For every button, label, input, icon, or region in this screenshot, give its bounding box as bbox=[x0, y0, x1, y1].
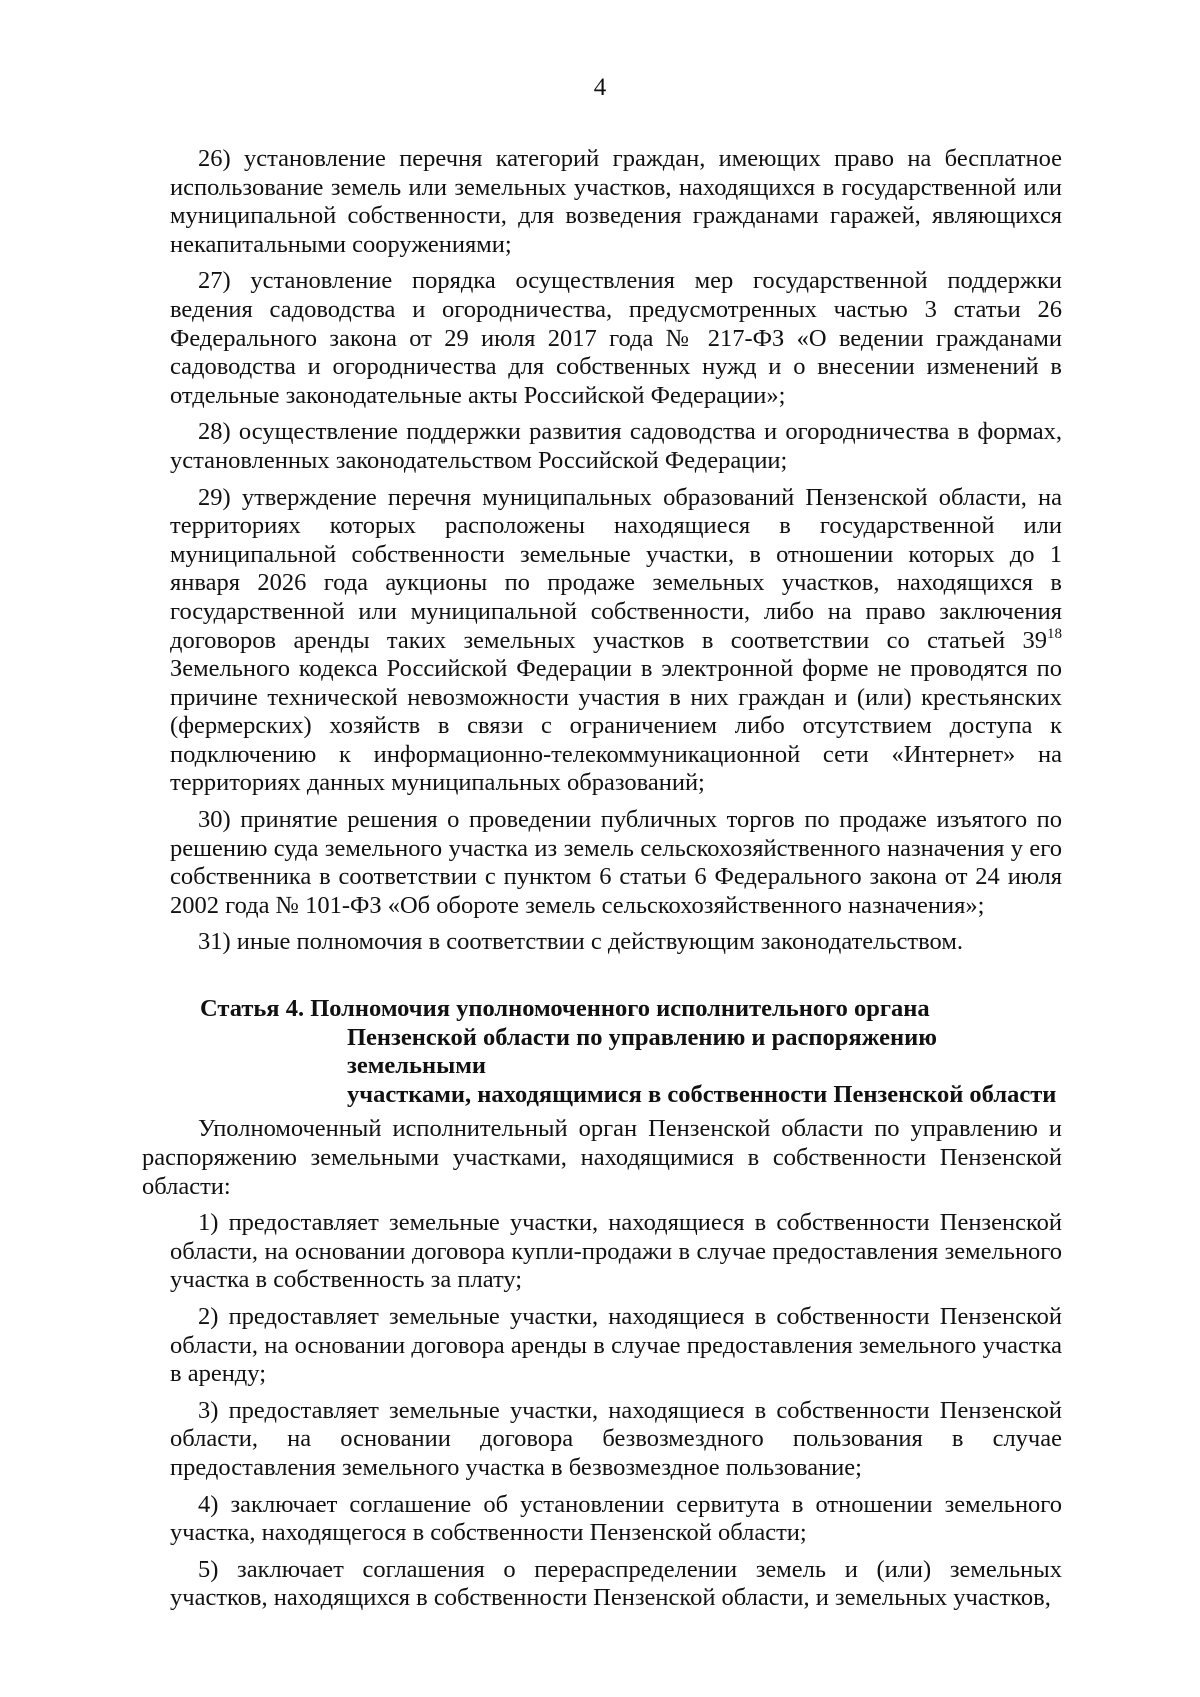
item-29-superscript: 18 bbox=[1047, 625, 1062, 642]
list-item-text: 28) осуществление поддержки развития садоводства и огородничества в формах, установленных законодательством Российской Федерации; bbox=[170, 418, 1062, 474]
article-4-item-3 bbox=[170, 1397, 1062, 1483]
list-item-26 bbox=[170, 145, 1062, 259]
document-body bbox=[142, 145, 1062, 1621]
list-item-28 bbox=[170, 418, 1062, 475]
list-item-text bbox=[170, 484, 1062, 799]
list-item-30 bbox=[170, 806, 1062, 920]
list-item-31 bbox=[170, 928, 1062, 957]
article-4-item-5 bbox=[170, 1556, 1062, 1613]
list-item-text: 27) установление порядка осуществления мер государственной поддержки ведения садоводства и огородничества, предусмотренных частью 3 статьи 26 Федерального закона от 29 июля 2017 года № 217-ФЗ «О ведении гражданами садоводства и огородничества для собственных нужд и о внесении изменений в отдельные законодательные акты Российской Федерации»; bbox=[170, 267, 1062, 409]
article-4-heading bbox=[170, 995, 1062, 1109]
list-item-29 bbox=[170, 484, 1062, 799]
list-item-text: 2) предоставляет земельные участки, находящиеся в собственности Пензенской области, на основании договора аренды в случае предоставления земельного участка в аренду; bbox=[170, 1302, 1062, 1388]
list-item-27 bbox=[170, 267, 1062, 410]
article-4-intro: Уполномоченный исполнительный орган Пензенской области по управлению и распоряжению земельными участками, находящимися в собственности Пензенской области: bbox=[142, 1115, 1062, 1200]
page-number: 4 bbox=[593, 74, 607, 101]
list-item-text: 31) иные полномочия в соответствии с действующим законодательством. bbox=[198, 928, 963, 956]
section-spacer bbox=[170, 965, 1062, 995]
list-item-text: 5) заключает соглашения о перераспределении земель и (или) земельных участков, находящихся в собственности Пензенской области, и земельных участков, bbox=[170, 1555, 1062, 1612]
list-item-text: 4) заключает соглашение об установлении сервитута в отношении земельного участка, находящегося в собственности Пензенской области; bbox=[170, 1490, 1062, 1547]
list-item-text: 26) установление перечня категорий граждан, имеющих право на бесплатное использование земель или земельных участков, находящихся в государственной или муниципальной собственности, для возведения гражданами гаражей, являющихся некапитальными сооружениями; bbox=[170, 145, 1062, 258]
article-heading-line-1: Статья 4. Полномочия уполномоченного исполнительного органа bbox=[200, 995, 930, 1023]
article-4-item-4 bbox=[170, 1491, 1062, 1548]
article-4-item-2 bbox=[170, 1303, 1062, 1389]
list-item-text: 3) предоставляет земельные участки, находящиеся в собственности Пензенской области, на основании договора безвозмездного пользования в случае предоставления земельного участка в безвозмездное пользование; bbox=[170, 1396, 1062, 1481]
article-heading-line-3: участками, находящимися в собственности Пензенской области bbox=[347, 1080, 1057, 1108]
article-4-item-1 bbox=[170, 1209, 1062, 1295]
item-29-text-after: Земельного кодекса Российской Федерации в электронной форме не проводятся по причине технической невозможности участия в них граждан и (или) крестьянских (фермерских) хозяйств в связи с ограничением либо отсутствием доступа к подключению к информационно-телекоммуникационной сети «Интернет» на территориях данных муниципальных образований; bbox=[170, 655, 1062, 797]
list-item-text: 30) принятие решения о проведении публичных торгов по продаже изъятого по решению суда земельного участка из земель сельскохозяйственного назначения у его собственника в соответствии с пунктом 6 статьи 6 Федерального закона от 24 июля 2002 года № 101-ФЗ «Об обороте земель сельскохозяйственного назначения»; bbox=[170, 806, 1062, 919]
article-heading-line-2: Пензенской области по управлению и распоряжению земельными bbox=[347, 1023, 937, 1080]
item-29-text-before: 29) утверждение перечня муниципальных образований Пензенской области, на территориях которых расположены находящиеся в государственной или муниципальной собственности земельные участки, в отношении которых до 1 января 2026 года аукционы по продаже земельных участков, находящихся в государственной или муниципальной собственности, либо на право заключения договоров аренды таких земельных участков в соответствии со статьей 39 bbox=[170, 483, 1062, 654]
list-item-text: 1) предоставляет земельные участки, находящиеся в собственности Пензенской области, на основании договора купли-продажи в случае предоставления земельного участка в собственность за плату; bbox=[170, 1209, 1062, 1294]
